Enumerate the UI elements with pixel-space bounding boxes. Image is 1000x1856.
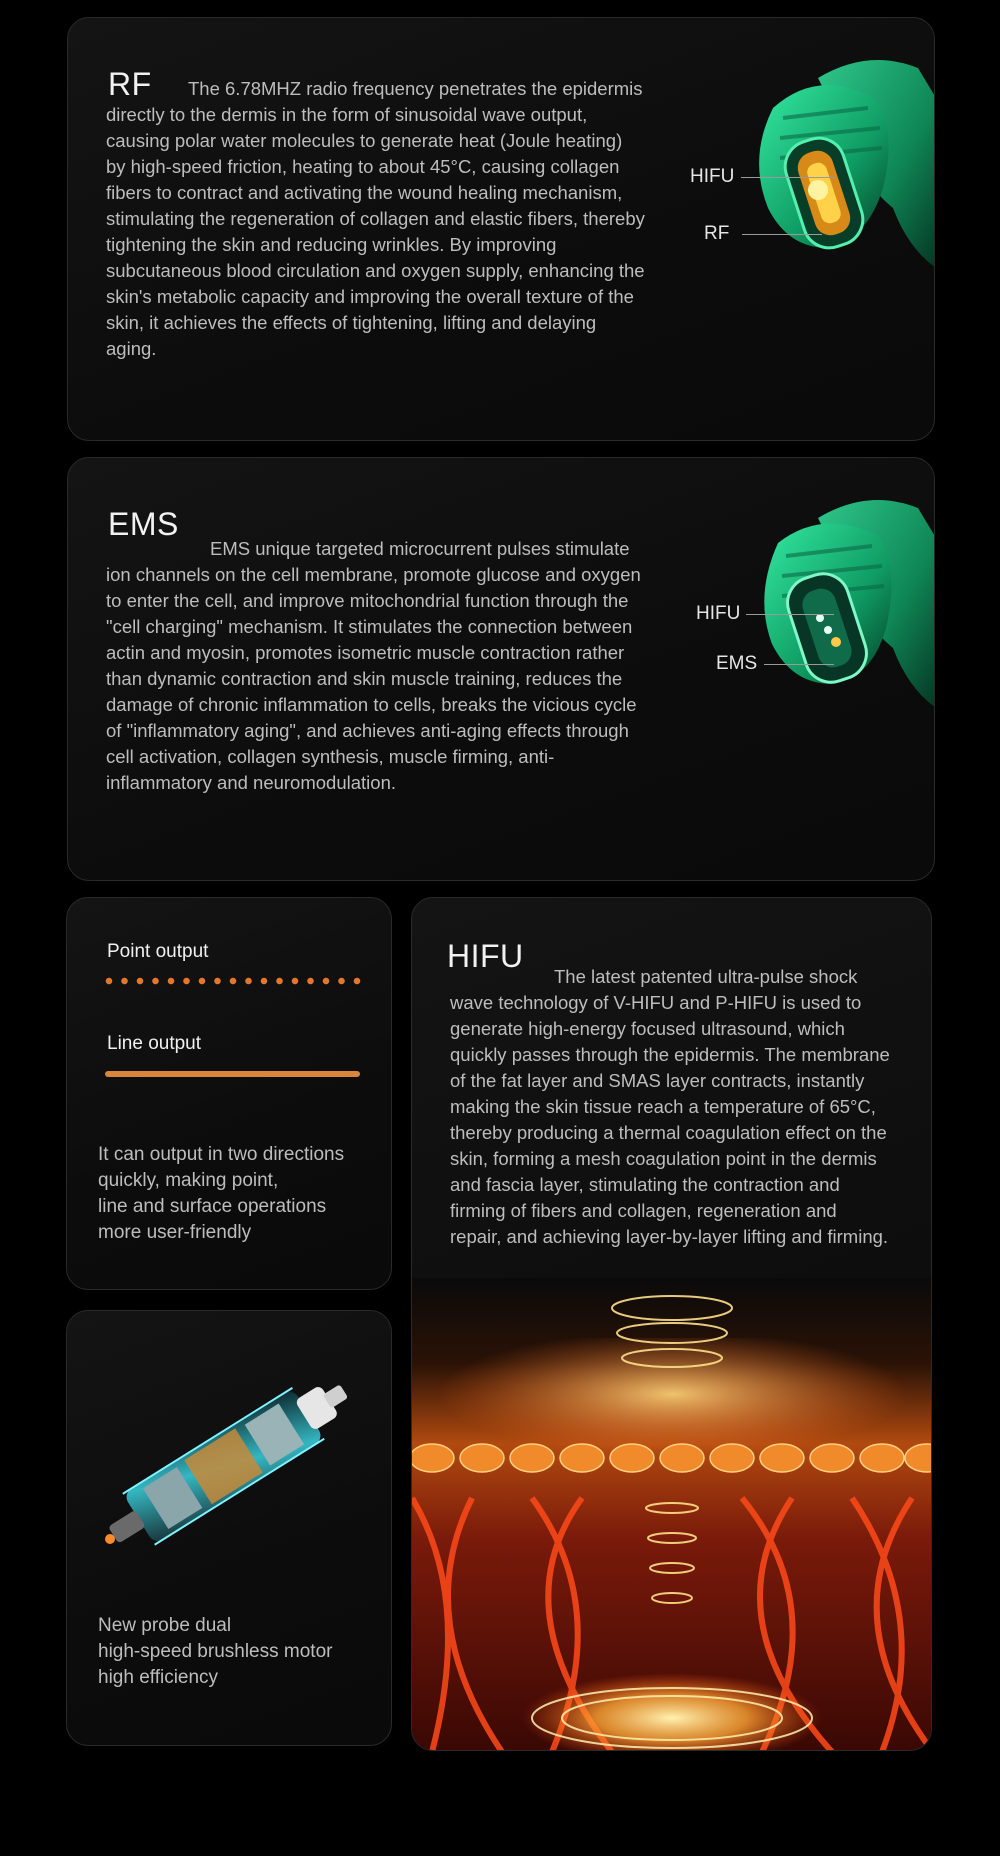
output-description: It can output in two directions quickly, making point, line and surface operations more user-friendly	[98, 1144, 345, 1243]
ems-label-ems-line	[764, 664, 834, 665]
ems-label-hifu-line	[746, 614, 834, 615]
ems-card	[67, 457, 935, 881]
line-output-bar	[105, 1071, 360, 1077]
rf-card	[67, 17, 935, 441]
point-output-dots	[105, 977, 367, 985]
rf-label-rf: RF	[704, 223, 730, 244]
motor-image	[82, 1351, 382, 1561]
rf-label-rf-line	[742, 234, 822, 235]
line-output-label: Line output	[107, 1033, 202, 1054]
output-card	[66, 897, 392, 1290]
rf-description-text: The 6.78MHZ radio frequency penetrates the epidermis directly to the dermis in the form of sinusoidal wave output, causing polar water molecules to generate heat (Joule heating) by high-speed friction, heating to about 45°C, causing collagen fibers to contract and activating the wound healing mechanism, stimulating the regeneration of collagen and elastic fibers, thereby tightening the skin and reducing wrinkles. By improving subcutaneous blood circulation and oxygen supply, enhancing the skin's metabolic capacity and improving the overall texture of the skin, it achieves the effects of tightening, lifting and delaying aging.	[106, 78, 645, 359]
rf-label-hifu-line	[741, 177, 836, 178]
ems-title: EMS	[108, 506, 179, 542]
ems-label-hifu: HIFU	[696, 603, 741, 624]
hifu-skin-layers-image	[412, 1278, 932, 1751]
hifu-description-text: The latest patented ultra-pulse shock wave technology of V-HIFU and P-HIFU is used to generate high-energy focused ultrasound, which quickly passes through the epidermis. The membrane of the fat layer and SMAS layer contracts, instantly making the skin tissue reach a temperature of 65°C, thereby producing a thermal coagulation effect on the skin, forming a mesh coagulation point in the dermis and fascia layer, stimulating the contraction and firming of fibers and collagen, regeneration and repair, and achieving layer-by-layer lifting and firming.	[450, 966, 890, 1247]
ems-description	[106, 536, 646, 796]
hifu-title: HIFU	[447, 938, 524, 974]
hifu-description	[450, 964, 890, 1250]
motor-card	[66, 1310, 392, 1746]
ems-description-text: EMS unique targeted microcurrent pulses stimulate ion channels on the cell membrane, promote glucose and oxygen to enter the cell, and improve mitochondrial function through the "cell charging" mechanism. It stimulates the connection between actin and myosin, promotes isometric muscle contraction rather than dynamic contraction and skin muscle training, reduces the damage of chronic inflammation to cells, breaks the vicious cycle of "inflammatory aging", and achieves anti-aging effects through cell activation, collagen synthesis, muscle firming, anti-inflammatory and neuromodulation.	[106, 538, 641, 793]
motor-description: New probe dual high-speed brushless motor high efficiency	[98, 1615, 333, 1688]
rf-description	[106, 76, 646, 362]
hifu-card	[411, 897, 932, 1751]
rf-label-hifu: HIFU	[690, 166, 735, 187]
point-output-label: Point output	[107, 941, 209, 962]
ems-label-ems: EMS	[716, 653, 758, 674]
rf-title: RF	[108, 66, 152, 102]
